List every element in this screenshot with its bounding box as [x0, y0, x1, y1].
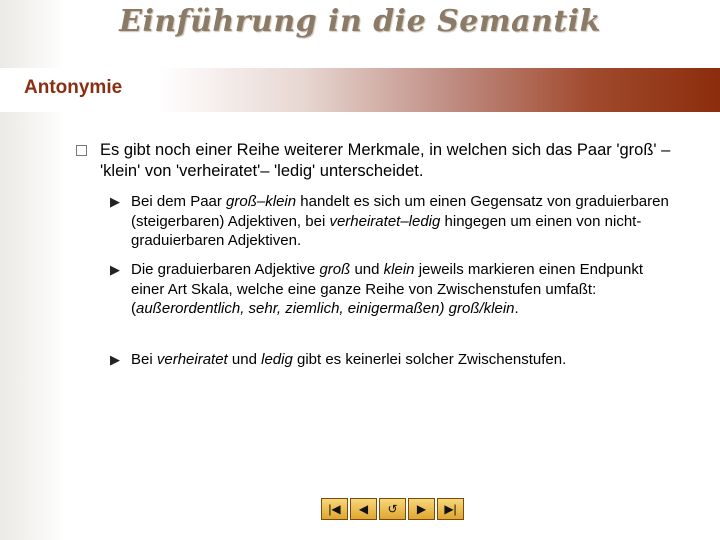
bullet-main-text: Es gibt noch einer Reihe weiterer Merkmale, in welchen sich das Paar 'groß' – 'klein' von 'verheiratet'– 'ledig' unterscheidet.: [100, 141, 671, 180]
sub-bullet-3-text: [131, 350, 676, 370]
text-run: jeweils markieren einen Endpunkt einer Art Skala, welche eine ganze Reihe von Zwischenstufen umfaßt: (: [131, 261, 643, 317]
text-run: und: [350, 261, 384, 278]
previous-icon: ◀: [358, 502, 369, 516]
previous-slide-button[interactable]: [350, 498, 377, 520]
text-run-italic: verheiratet–ledig: [329, 212, 441, 230]
text-run-italic: verheiratet: [156, 351, 228, 368]
first-slide-button[interactable]: [321, 498, 348, 520]
last-icon: ▶|: [444, 502, 457, 516]
text-run-italic: außerordentlich, sehr, ziemlich, einigermaßen) groß/klein: [136, 300, 515, 317]
sub-bullet-2-text: [131, 260, 676, 319]
text-run-italic: klein: [383, 261, 415, 278]
square-bullet-icon: [76, 145, 87, 156]
return-icon: ↺: [387, 502, 398, 516]
text-run-italic: ledig: [261, 351, 293, 368]
arrow-bullet-icon: ▶: [110, 352, 120, 367]
text-run: und: [227, 351, 262, 368]
slide-title: Antonymie: [24, 77, 123, 98]
text-run: Bei dem Paar: [131, 193, 227, 210]
text-run: Bei: [131, 351, 157, 368]
text-run: handelt es sich um einen Gegensatz von graduierbaren (steigerbaren) Adjektiven, bei: [131, 193, 669, 230]
header-title: Einführung in die Semantik: [119, 4, 601, 39]
text-run: .: [514, 300, 519, 317]
first-icon: |◀: [328, 502, 341, 516]
last-slide-button[interactable]: [437, 498, 464, 520]
text-run: hingegen um einen von nicht-graduierbaren Adjektiven.: [131, 212, 642, 249]
sub-bullet-1-text: [131, 192, 676, 251]
navigation-bar: [321, 498, 466, 522]
arrow-bullet-icon: ▶: [110, 194, 120, 209]
text-run-italic: groß: [319, 261, 351, 278]
title-bar: [0, 68, 720, 112]
next-slide-button[interactable]: [408, 498, 435, 520]
text-run: gibt es keinerlei solcher Zwischenstufen.: [292, 351, 567, 368]
text-run-italic: groß–klein: [226, 193, 297, 210]
return-button[interactable]: [379, 498, 406, 520]
arrow-bullet-icon: ▶: [110, 262, 120, 277]
text-run: Die graduierbaren Adjektive: [131, 261, 320, 278]
next-icon: ▶: [416, 502, 427, 516]
